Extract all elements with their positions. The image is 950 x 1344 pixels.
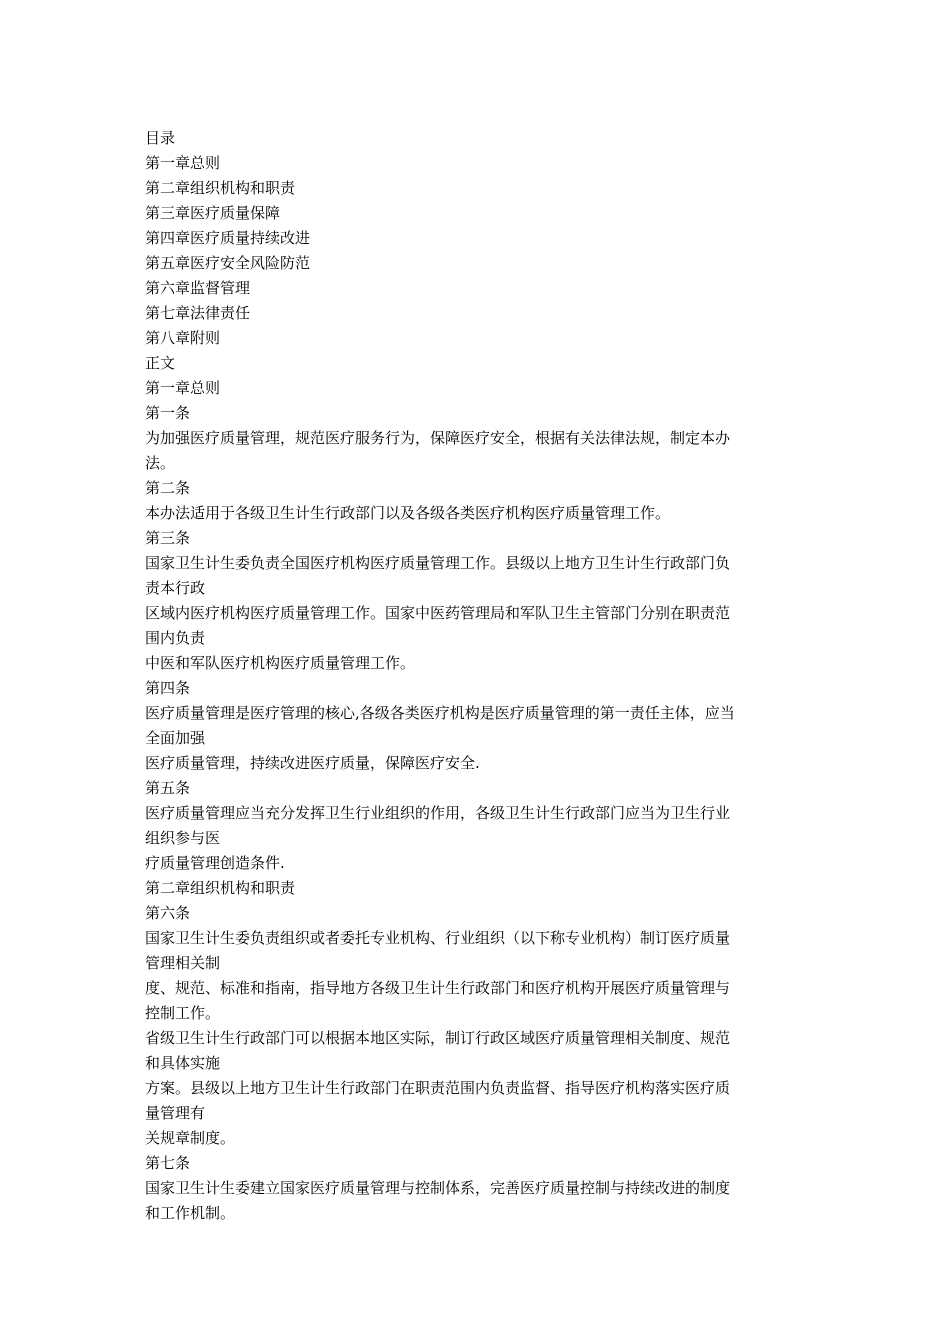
toc-item-chapter-4: 第四章医疗质量持续改进 <box>145 229 311 247</box>
article-text: 国家卫生计生委负责组织或者委托专业机构、行业组织（以下称专业机构）制订医疗质量 <box>145 929 731 947</box>
article-heading: 第三条 <box>145 529 191 547</box>
body-heading: 正文 <box>145 354 176 372</box>
toc-item-chapter-6: 第六章监督管理 <box>145 279 251 297</box>
toc-item-chapter-3: 第三章医疗质量保障 <box>145 204 281 222</box>
chapter-heading: 第一章总则 <box>145 379 221 397</box>
article-text: 和工作机制。 <box>145 1204 236 1222</box>
article-text: 责本行政 <box>145 579 206 597</box>
article-text: 中医和军队医疗机构医疗质量管理工作。 <box>145 654 416 672</box>
article-text: 为加强医疗质量管理，规范医疗服务行为，保障医疗安全，根据有关法律法规，制定本办 <box>145 429 731 447</box>
article-text: 和具体实施 <box>145 1054 221 1072</box>
article-text: 国家卫生计生委负责全国医疗机构医疗质量管理工作。县级以上地方卫生计生行政部门负 <box>145 554 731 572</box>
article-heading: 第五条 <box>145 779 191 797</box>
article-heading: 第一条 <box>145 404 191 422</box>
article-text: 本办法适用于各级卫生计生行政部门以及各级各类医疗机构医疗质量管理工作。 <box>145 504 671 522</box>
article-text: 管理相关制 <box>145 954 221 972</box>
article-text: 医疗质量管理是医疗管理的核心,各级各类医疗机构是医疗质量管理的第一责任主体，应当 <box>145 704 735 722</box>
article-text: 疗质量管理创造条件. <box>145 854 285 872</box>
article-text: 全面加强 <box>145 729 206 747</box>
article-text: 围内负责 <box>145 629 206 647</box>
document-body <box>145 126 810 1226</box>
article-text: 方案。县级以上地方卫生计生行政部门在职责范围内负责监督、指导医疗机构落实医疗质 <box>145 1079 731 1097</box>
toc-item-chapter-7: 第七章法律责任 <box>145 304 251 322</box>
chapter-heading: 第二章组织机构和职责 <box>145 879 296 897</box>
article-text: 法。 <box>145 454 176 472</box>
article-heading: 第六条 <box>145 904 191 922</box>
article-heading: 第二条 <box>145 479 191 497</box>
article-text: 区域内医疗机构医疗质量管理工作。国家中医药管理局和军队卫生主管部门分别在职责范 <box>145 604 731 622</box>
article-text: 医疗质量管理，持续改进医疗质量，保障医疗安全. <box>145 754 480 772</box>
article-heading: 第七条 <box>145 1154 191 1172</box>
article-text: 医疗质量管理应当充分发挥卫生行业组织的作用，各级卫生计生行政部门应当为卫生行业 <box>145 804 731 822</box>
article-text: 组织参与医 <box>145 829 221 847</box>
article-text: 量管理有 <box>145 1104 206 1122</box>
toc-item-chapter-5: 第五章医疗安全风险防范 <box>145 254 311 272</box>
article-text: 度、规范、标准和指南，指导地方各级卫生计生行政部门和医疗机构开展医疗质量管理与 <box>145 979 731 997</box>
article-text: 关规章制度。 <box>145 1129 236 1147</box>
article-heading: 第四条 <box>145 679 191 697</box>
article-text: 控制工作。 <box>145 1004 221 1022</box>
article-text: 省级卫生计生行政部门可以根据本地区实际，制订行政区域医疗质量管理相关制度、规范 <box>145 1029 731 1047</box>
toc-item-chapter-1: 第一章总则 <box>145 154 221 172</box>
toc-heading: 目录 <box>145 129 176 147</box>
toc-item-chapter-2: 第二章组织机构和职责 <box>145 179 296 197</box>
article-text: 国家卫生计生委建立国家医疗质量管理与控制体系，完善医疗质量控制与持续改进的制度 <box>145 1179 731 1197</box>
toc-item-chapter-8: 第八章附则 <box>145 329 221 347</box>
